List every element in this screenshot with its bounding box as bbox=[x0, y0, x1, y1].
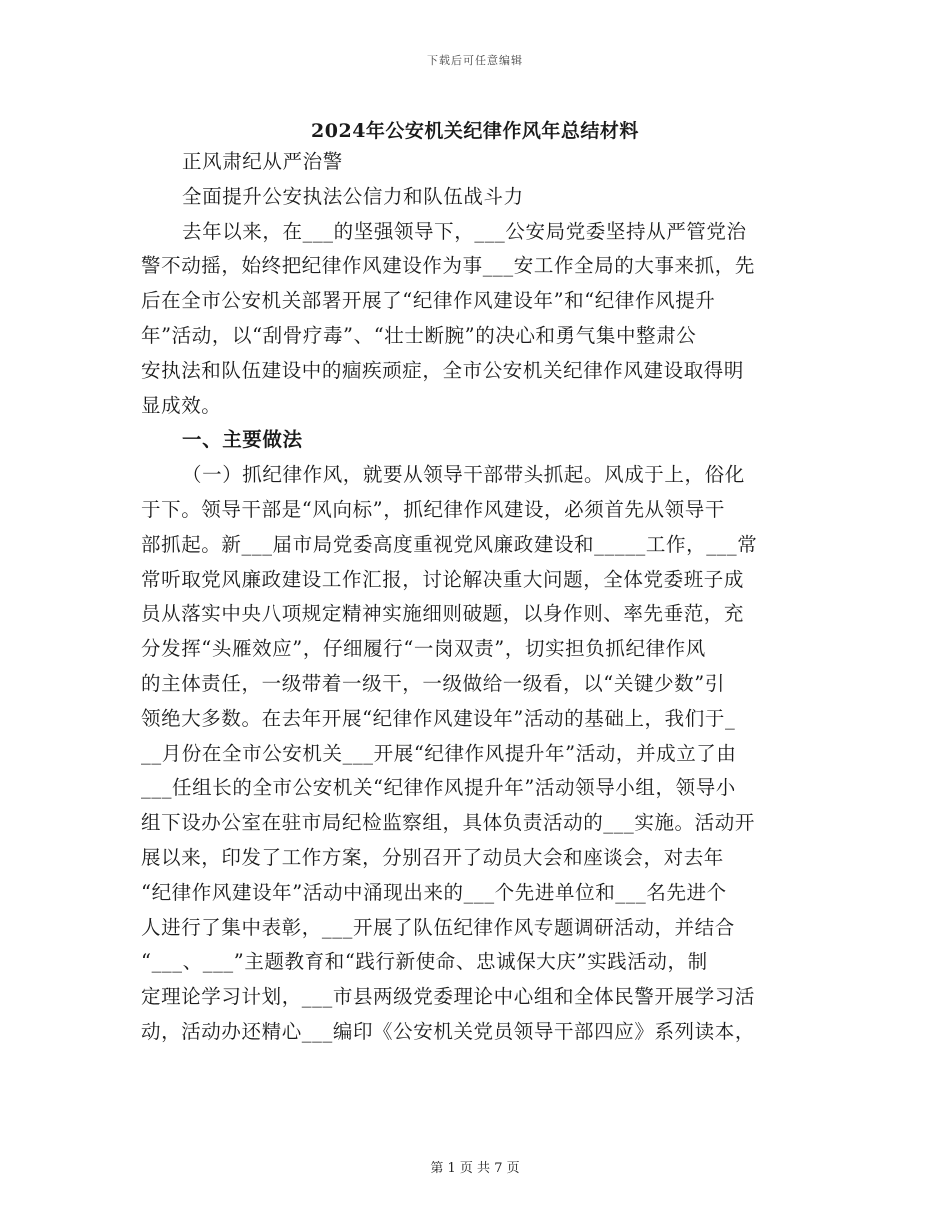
paragraph-line: __月份在全市公安机关___开展“纪律作风提升年”活动，并成立了由 bbox=[141, 741, 737, 765]
paragraph-line: 领绝大多数。在去年开展“纪律作风建设年”活动的基础上，我们于_ bbox=[141, 706, 736, 730]
paragraph-line: 组下设办公室在驻市局纪检监察组，具体负责活动的___实施。活动开 bbox=[141, 811, 755, 835]
page-number: 第 1 页 共 7 页 bbox=[430, 1161, 520, 1176]
paragraph-line: 后在全市公安机关部署开展了“纪律作风建设年”和“纪律作风提升 bbox=[141, 289, 716, 313]
header-note: 下载后可任意编辑 bbox=[427, 54, 523, 67]
paragraph-line: 分发挥“头雁效应”，仔细履行“一岗双责”，切实担负抓纪律作风 bbox=[141, 637, 706, 661]
paragraph-line: 展以来，印发了工作方案，分别召开了动员大会和座谈会，对去年 bbox=[141, 845, 724, 869]
subtitle-line: 全面提升公安执法公信力和队伍战斗力 bbox=[182, 184, 524, 208]
paragraph-line: 定理论学习计划，___市县两级党委理论中心组和全体民警开展学习活 bbox=[141, 985, 755, 1009]
subtitle-line: 正风肃纪从严治警 bbox=[182, 150, 343, 173]
paragraph-line: 部抓起。新___届市局党委高度重视党风廉政建设和_____工作，___常 bbox=[141, 532, 758, 556]
paragraph-line: （一）抓纪律作风，就要从领导干部带头抓起。风成于上，俗化 bbox=[182, 463, 745, 487]
paragraph-line: 人进行了集中表彰，___开展了队伍纪律作风专题调研活动，并结合 bbox=[141, 915, 735, 939]
document-title: 2024年公安机关纪律作风年总结材料 bbox=[311, 120, 639, 142]
document-body bbox=[141, 145, 813, 1050]
paragraph-line: “纪律作风建设年”活动中涌现出来的___个先进单位和___名先进个 bbox=[141, 880, 727, 904]
paragraph-line: ___任组长的全市公安机关“纪律作风提升年”活动领导小组，领导小 bbox=[141, 776, 736, 800]
paragraph-line: 常听取党风廉政建设工作汇报，讨论解决重大问题，全体党委班子成 bbox=[141, 567, 745, 591]
paragraph-line: 去年以来，在___的坚强领导下，___公安局党委坚持从严管党治 bbox=[182, 219, 747, 243]
paragraph-line: “___、___”主题教育和“践行新使命、忠诚保大庆”实践活动，制 bbox=[141, 950, 708, 974]
paragraph-line: 安执法和队伍建设中的痼疾顽症，全市公安机关纪律作风建设取得明 bbox=[141, 358, 745, 382]
paragraph-line: 的主体责任，一级带着一级干，一级做给一级看，以“关键少数”引 bbox=[141, 671, 725, 695]
paragraph-line: 于下。领导干部是“风向标”，抓纪律作风建设，必须首先从领导干 bbox=[141, 497, 725, 521]
paragraph-line: 警不动摇，始终把纪律作风建设作为事___安工作全局的大事来抓，先 bbox=[141, 254, 755, 278]
paragraph-line: 年”活动，以“刮骨疗毒”、“壮士断腕”的决心和勇气集中整肃公 bbox=[141, 323, 697, 347]
paragraph-line: 动，活动办还精心___编印《公安机关党员领导干部四应》系列读本， bbox=[141, 1019, 755, 1043]
paragraph-line: 员从落实中央八项规定精神实施细则破题，以身作则、率先垂范，充 bbox=[141, 602, 745, 626]
paragraph-line: 显成效。 bbox=[141, 393, 222, 417]
section-heading: 一、主要做法 bbox=[182, 428, 303, 452]
